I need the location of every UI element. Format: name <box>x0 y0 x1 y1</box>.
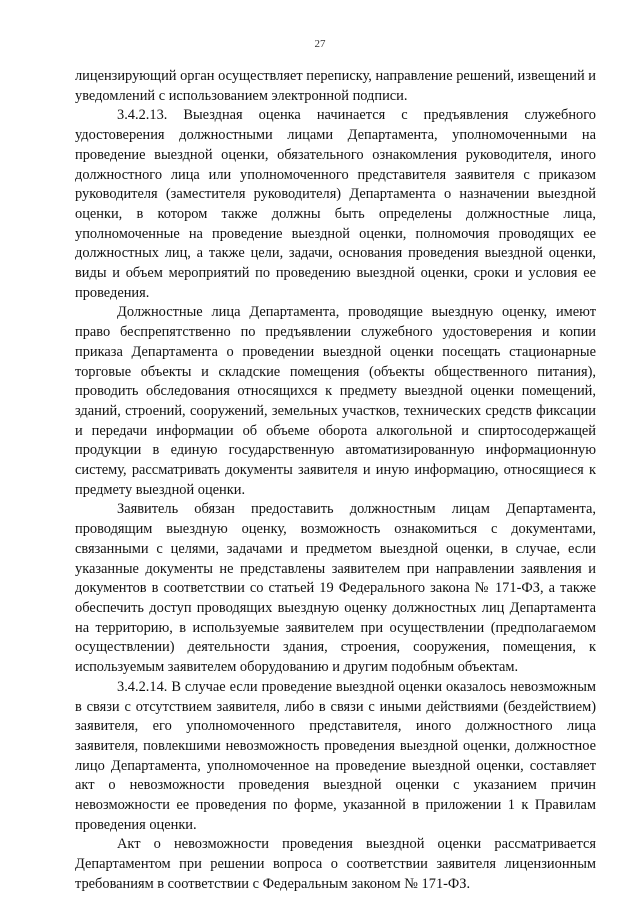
paragraph-continuation: лицензирующий орган осуществляет переписку, направление решений, извещений и уведомлений с использованием электронной подписи. <box>75 68 596 104</box>
paragraph-officials-rights: Должностные лица Департамента, проводящие выездную оценку, имеют право беспрепятственно по предъявлении служебного удостоверения и копии приказа Департамента о проведении выездной оценки посещать стационарные торговые объекты и складские помещения (объекты общественного питания), проводить обследования относящихся к предмету выездной оценки помещений, зданий, строений, сооружений, земельных участков, технических средств фиксации и передачи информации об объеме оборота алкогольной и спиртосодержащей продукции в единую государственную автоматизированную информационную систему, рассматривать документы заявителя и иную информацию, относящиеся к предмету выездной оценки. <box>75 304 596 498</box>
paragraph-3-4-2-14: 3.4.2.14. В случае если проведение выездной оценки оказалось невозможным в связи с отсутствием заявителя, либо в связи с иными действиями (бездействием) заявителя, его уполномоченного представителя, иного должностного лица заявителя, повлекшими невозможность проведения выездной оценки, должностное лицо Департамента, уполномоченное на проведение выездной оценки, составляет акт о невозможности проведения выездной оценки с указанием причин невозможности ее проведения по форме, указанной в приложении 1 к Правилам проведения оценки. <box>75 678 596 833</box>
document-body <box>75 67 596 895</box>
paragraph-applicant-obligations: Заявитель обязан предоставить должностным лицам Департамента, проводящим выездную оценку, возможность ознакомиться с документами, связанными с целями, задачами и предметом выездной оценки, в случае, если указанные документы не представлены заявителем при направлении заявления и документов в соответствии со статьей 19 Федерального закона № 171-ФЗ, а также обеспечить доступ проводящих выездную оценку должностных лиц Департамента на территорию, в используемые заявителем при осуществлении (предполагаемом осуществлении) деятельности здания, строения, сооружения, помещения, к используемым заявителем оборудованию и другим подобным объектам. <box>75 501 596 676</box>
page-number: 27 <box>314 38 326 50</box>
paragraph-3-4-2-13: 3.4.2.13. Выездная оценка начинается с предъявления служебного удостоверения должностными лицами Департамента, уполномоченными на проведение выездной оценки, обязательного ознакомления руководителя, иного должностного лица или уполномоченного представителя заявителя с приказом руководителя (заместителя руководителя) Департамента о назначении выездной оценки, в котором также должны быть определены должностные лица, уполномоченные на проведение выездной оценки, полномочия проводящих ее должностных лиц, а также цели, задачи, основания проведения выездной оценки, виды и объем мероприятий по проведению выездной оценки, сроки и условия ее проведения. <box>75 107 596 301</box>
paragraph-act-consideration: Акт о невозможности проведения выездной оценки рассматривается Департаментом при решении вопроса о соответствии заявителя лицензионным требованиям в соответствии с Федеральным законом № 171-ФЗ. <box>75 836 596 892</box>
